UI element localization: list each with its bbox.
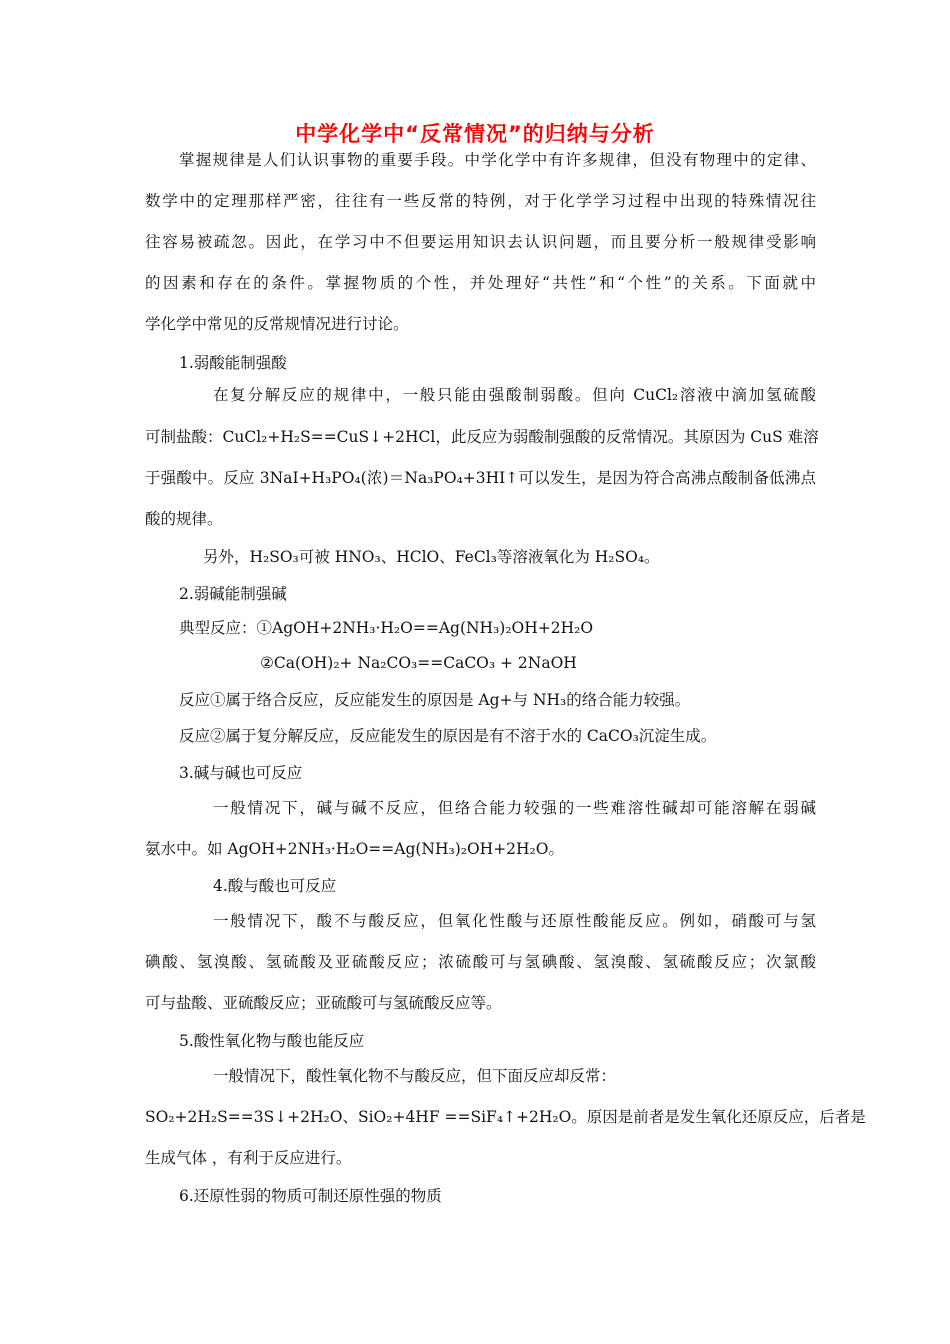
section-6-heading: 6.还原性弱的物质可制还原性强的物质 <box>179 1187 442 1205</box>
section-1-line-2: 可制盐酸：CuCl₂+H₂S==CuS↓+2HCl，此反应为弱酸制强酸的反常情况。其原因为 CuS 难溶 <box>145 428 819 446</box>
section-4-heading: 4.酸与酸也可反应 <box>213 877 337 895</box>
section-1-line-3: 于强酸中。反应 3NaI+H₃PO₄(浓)＝Na₃PO₄+3HI↑可以发生，是因为符合高沸点酸制备低沸点 <box>145 469 816 487</box>
intro-line-3: 往容易被疏忽。因此，在学习中不但要运用知识去认识问题，而且要分析一般规律受影响 <box>145 233 816 251</box>
section-5-heading: 5.酸性氧化物与酸也能反应 <box>179 1032 365 1050</box>
section-5-line-1: 一般情况下，酸性氧化物不与酸反应，但下面反应却反常： <box>213 1067 617 1085</box>
section-2-reaction-1: 典型反应：①AgOH+2NH₃·H₂O==Ag(NH₃)₂OH+2H₂O <box>179 619 594 637</box>
section-4-line-1: 一般情况下，酸不与酸反应，但氧化性酸与还原性酸能反应。例如，硝酸可与氢 <box>213 912 816 930</box>
document-title: 中学化学中“反常情况”的归纳与分析 <box>295 122 655 146</box>
intro-line-2: 数学中的定理那样严密，往往有一些反常的特例，对于化学学习过程中出现的特殊情况往 <box>145 192 816 210</box>
section-4-line-2: 碘酸、氢溴酸、氢硫酸及亚硫酸反应；浓硫酸可与氢碘酸、氢溴酸、氢硫酸反应；次氯酸 <box>145 953 816 971</box>
intro-line-1: 掌握规律是人们认识事物的重要手段。中学化学中有许多规律，但没有物理中的定律、 <box>179 151 816 169</box>
section-2-line-4: 反应②属于复分解反应，反应能发生的原因是有不溶于水的 CaCO₃沉淀生成。 <box>179 727 717 745</box>
section-3-line-1: 一般情况下，碱与碱不反应，但络合能力较强的一些难溶性碱却可能溶解在弱碱 <box>213 799 816 817</box>
section-4-line-3: 可与盐酸、亚硫酸反应；亚硫酸可与氢硫酸反应等。 <box>145 994 502 1012</box>
section-1-line-1: 在复分解反应的规律中，一般只能由强酸制弱酸。但向 CuCl₂溶液中滴加氢硫酸 <box>213 386 816 404</box>
section-1-line-5: 另外，H₂SO₃可被 HNO₃、HClO、FeCl₃等溶液氧化为 H₂SO₄。 <box>203 548 660 566</box>
intro-line-4: 的因素和存在的条件。掌握物质的个性，并处理好“共性”和“个性”的关系。下面就中 <box>145 274 816 292</box>
section-5-line-2: SO₂+2H₂S==3S↓+2H₂O、SiO₂+4HF ==SiF₄↑+2H₂O。原因是前者是发生氧化还原反应，后者是 <box>145 1108 866 1126</box>
section-3-line-2: 氨水中。如 AgOH+2NH₃·H₂O==Ag(NH₃)₂OH+2H₂O。 <box>145 840 564 858</box>
section-5-line-3: 生成气体 ，有利于反应进行。 <box>145 1149 352 1167</box>
section-2-line-3: 反应①属于络合反应，反应能发生的原因是 Ag+与 NH₃的络合能力较强。 <box>179 691 691 709</box>
section-1-heading: 1.弱酸能制强酸 <box>179 354 287 372</box>
section-2-heading: 2.弱碱能制强碱 <box>179 585 287 603</box>
intro-line-5: 学化学中常见的反常规情况进行讨论。 <box>145 315 409 333</box>
section-3-heading: 3.碱与碱也可反应 <box>179 764 303 782</box>
section-2-reaction-2: ②Ca(OH)₂+ Na₂CO₃==CaCO₃ + 2NaOH <box>260 654 577 672</box>
section-1-line-4: 酸的规律。 <box>145 510 223 528</box>
